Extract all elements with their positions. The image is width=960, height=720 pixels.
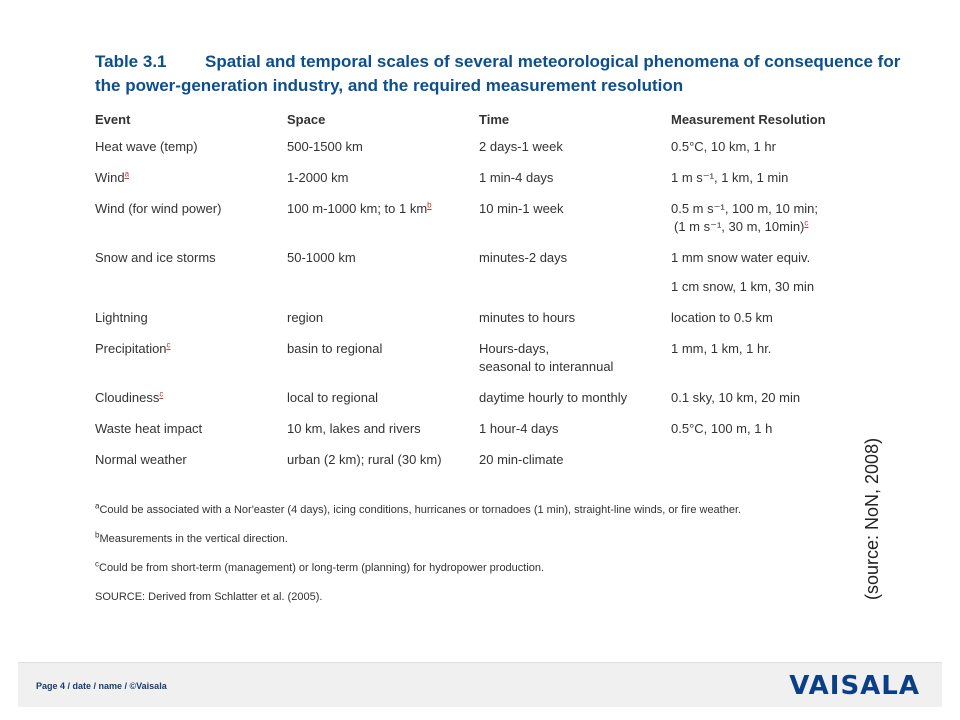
note-a-text: Could be associated with a Nor'easter (4 days), icing conditions, hurricanes or tornadoes (1 min), straight-line winds, or fire weather. [99,504,742,516]
footer-bar [18,662,942,707]
cell-time: 1 min-4 days [479,170,554,185]
cell-space: local to regional [287,390,379,405]
column-header-event: Event [95,111,131,127]
table-notes [95,502,885,618]
table-row [95,445,911,476]
cell-space: urban (2 km); rural (30 km) [287,452,442,467]
footnote-link-c[interactable]: c [166,340,171,350]
phenomena-table [95,106,911,476]
cell-space [287,194,479,243]
cell-resolution-line1: 1 mm snow water equiv. [671,250,811,265]
cell-event [95,163,287,194]
note-a [95,502,885,518]
cell-time: minutes to hours [479,310,576,325]
note-b-text: Measurements in the vertical direction. [99,533,288,545]
footnote-link-a[interactable]: a [124,169,130,179]
cell-event: Snow and ice storms [95,250,216,265]
footnote-link-c[interactable]: c [804,218,809,228]
table-title [95,50,915,98]
cell-resolution: location to 0.5 km [671,310,773,325]
table-row [95,303,911,334]
cell-resolution [671,194,911,243]
cell-event: Waste heat impact [95,421,203,436]
cell-time-line2: seasonal to interannual [479,359,614,374]
cell-event-text: Wind [95,170,125,185]
table-row [95,163,911,194]
footer-text: Page 4 / date / name / ©Vaisala [36,681,167,691]
table-row [95,414,911,445]
note-c [95,560,885,576]
table-row [95,132,911,163]
column-header-space: Space [287,111,326,127]
cell-event: Normal weather [95,452,187,467]
cell-event-text: Precipitation [95,341,167,356]
cell-event-text: Cloudiness [95,390,160,405]
cell-space-text: 100 m-1000 km; to 1 km [287,201,428,216]
table-row [95,243,911,303]
cell-resolution: 1 mm, 1 km, 1 hr. [671,341,772,356]
cell-time: 10 min-1 week [479,201,564,216]
cell-space: 1-2000 km [287,170,349,185]
source-note: SOURCE: Derived from Schlatter et al. (2005). [95,591,323,603]
side-source-label: (source: NoN, 2008) [862,437,882,600]
cell-time: 2 days-1 week [479,139,563,154]
cell-time: 1 hour-4 days [479,421,559,436]
note-b [95,531,885,547]
cell-space: 500-1500 km [287,139,363,154]
cell-resolution-line2-text: (1 m s⁻¹, 30 m, 10min) [674,219,805,234]
cell-time: 20 min-climate [479,452,564,467]
table-row [95,194,911,243]
cell-event [95,334,287,383]
footnote-link-b[interactable]: b [427,200,432,210]
cell-space: basin to regional [287,341,383,356]
cell-event: Heat wave (temp) [95,139,198,154]
cell-resolution-line2: 1 cm snow, 1 km, 30 min [671,279,815,294]
cell-time-line1: Hours-days, [479,341,550,356]
cell-time [479,334,671,383]
cell-event: Wind (for wind power) [95,201,222,216]
column-header-measurement-resolution: Measurement Resolution [671,111,826,127]
footnote-link-c[interactable]: c [159,389,164,399]
note-c-text: Could be from short-term (management) or long-term (planning) for hydropower production. [99,562,545,574]
cell-resolution: 1 m s⁻¹, 1 km, 1 min [671,170,789,185]
cell-resolution [671,243,911,303]
cell-space: region [287,310,324,325]
cell-resolution-line2 [671,218,911,236]
cell-time: minutes-2 days [479,250,568,265]
cell-time: daytime hourly to monthly [479,390,628,405]
cell-event [95,383,287,414]
cell-resolution: 0.5°C, 10 km, 1 hr [671,139,776,154]
note-c-marker: c [95,559,99,569]
note-b-marker: b [95,530,100,540]
cell-resolution: 0.1 sky, 10 km, 20 min [671,390,801,405]
table-number: Table 3.1 [95,52,167,71]
cell-space: 10 km, lakes and rivers [287,421,421,436]
cell-event: Lightning [95,310,148,325]
vaisala-logo: VAISALA [789,671,920,701]
table-row [95,334,911,383]
note-a-marker: a [95,501,100,511]
table-header-row [95,106,911,132]
table-row [95,383,911,414]
cell-resolution-line1: 0.5 m s⁻¹, 100 m, 10 min; [671,201,819,216]
column-header-time: Time [479,111,510,127]
cell-resolution: 0.5°C, 100 m, 1 h [671,421,773,436]
table-title-text: Spatial and temporal scales of several meteorological phenomena of consequence for the power-generation industry, and the required measurement resolution [95,52,901,95]
cell-space: 50-1000 km [287,250,356,265]
